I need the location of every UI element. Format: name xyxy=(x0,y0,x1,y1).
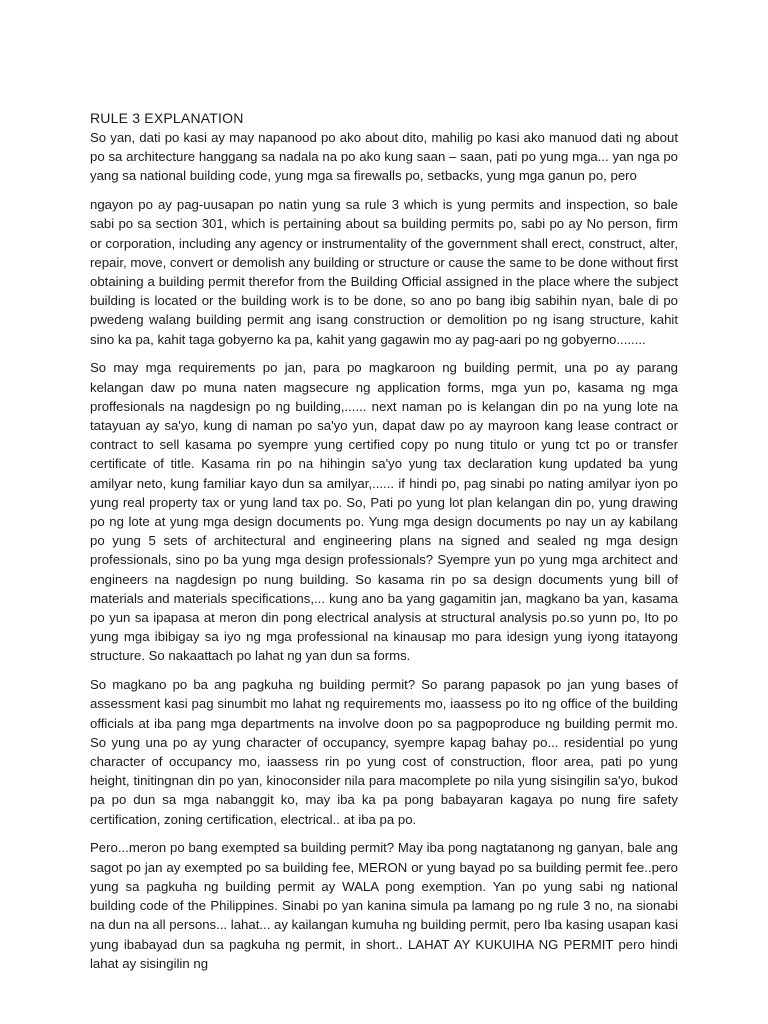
paragraph-exemptions: Pero...meron po bang exempted sa building permit? May iba pong nagtatanong ng ganyan, bale ang sagot po jan ay exempted po sa building fee, MERON or yung bayad po sa building permit fee..pero yung sa pagkuha ng building permit ay WALA pong exemption. Yan po yung sabi ng national building code of the Philippines. Sinabi po yan kanina simula pa lamang po ng rule 3 no, na sionabi na dun na all persons... lahat... ay kailangan kumuha ng building permit, pero Iba kasing usapan kasi yung ibabayad dun sa pagkuha ng permit, in short.. LAHAT AY KUKUIHA NG PERMIT pero hindi lahat ay sisingilin ng xyxy=(90,840,678,971)
paragraph-intro: So yan, dati po kasi ay may napanood po ako about dito, mahilig po kasi ako manuod dati ng about po sa architecture hanggang sa nadala na po ako kung saan – saan, pati po yung mga... yan nga po yang sa national building code, yung mga sa firewalls po, setbacks, yung mga ganun po, pero xyxy=(90,130,678,184)
paragraph-section-301: ngayon po ay pag-uusapan po natin yung sa rule 3 which is yung permits and inspection, so bale sabi po sa section 301, which is pertaining about sa building permits po, sabi po ay No person, firm or corporation, including any agency or instrumentality of the government shall erect, construct, alter, repair, move, convert or demolish any building or structure or cause the same to be done without first obtaining a building permit therefor from the Building Official assigned in the place where the subject building is located or the building work is to be done, so ano po bang ibig sabihin nyan, bale di po pwedeng walang building permit ang isang construction or demolition po ng isang structure, kahit sino ka pa, kahit taga gobyerno ka pa, kahit yang gagawin mo ay pag-aari po ng gobyerno........ xyxy=(90,197,678,347)
paragraph-assessment: So magkano po ba ang pagkuha ng building permit? So parang papasok po jan yung bases of assessment kasi pag sinumbit mo lahat ng requirements mo, iaassess po ito ng office of the building officials at iba pang mga departments na involve doon po sa pagpoproduce ng building permit mo. So yung una po ay yung character of occupancy, syempre kapag bahay po... residential po yung character of occupancy mo, iaassess rin po yung cost of construction, floor area, pati po yung height, tinitingnan din po yan, kinoconsider nila para macomplete po nila yung sisingilin sa'yo, bukod pa po dun sa mga nabanggit ko, may iba ka pa pong babayaran kagaya po nung fire safety certification, zoning certification, electrical.. at iba pa po. xyxy=(90,677,678,827)
paragraph-requirements: So may mga requirements po jan, para po magkaroon ng building permit, una po ay parang kelangan daw po muna naten magsecure ng application forms, mga yun po, kasama ng mga proffesionals na nagdesign po ng building,...... next naman po is kelangan din po na yung lote na tatayuan ay sa'yo, kung di naman po sa'yo yun, dapat daw po ay mayroon kang lease contract or contract to sell kasama po syempre yung certified copy po nung titulo or yung tct po or transfer certificate of title. Kasama rin po na hihingin sa'yo yung tax declaration kung updated ba yung amilyar neto, kung familiar kayo dun sa amilyar,...... if hindi po, pag sinabi po nating amilyar iyon po yung real property tax or yung land tax po. So, Pati po yung lot plan kelangan din po, yung drawing po ng lote at yung mga design documents po. Yung mga design documents po nay un ay kabilang po yung 5 sets of architectural and engineering plans na signed and sealed ng mga design professionals, sino po ba yung mga design professionals? Syempre yun po yung mga architect and engineers na nagdesign po nung building. So kasama rin po sa design documents yung bill of materials and materials specifications,... kung ano ba yang gagamitin jan, magkano ba yan, kasama po yun sa ipapasa at meron din pong electrical analysis at structural analysis po.so yunn po, Ito po yung mga ibibigay sa iyo ng mga professional na kinausap mo para idesign yung iyong itatayong structure. So nakaattach po lahat ng yan dun sa forms. xyxy=(90,360,678,664)
document-title: RULE 3 EXPLANATION xyxy=(90,110,244,126)
document-body xyxy=(90,109,678,983)
